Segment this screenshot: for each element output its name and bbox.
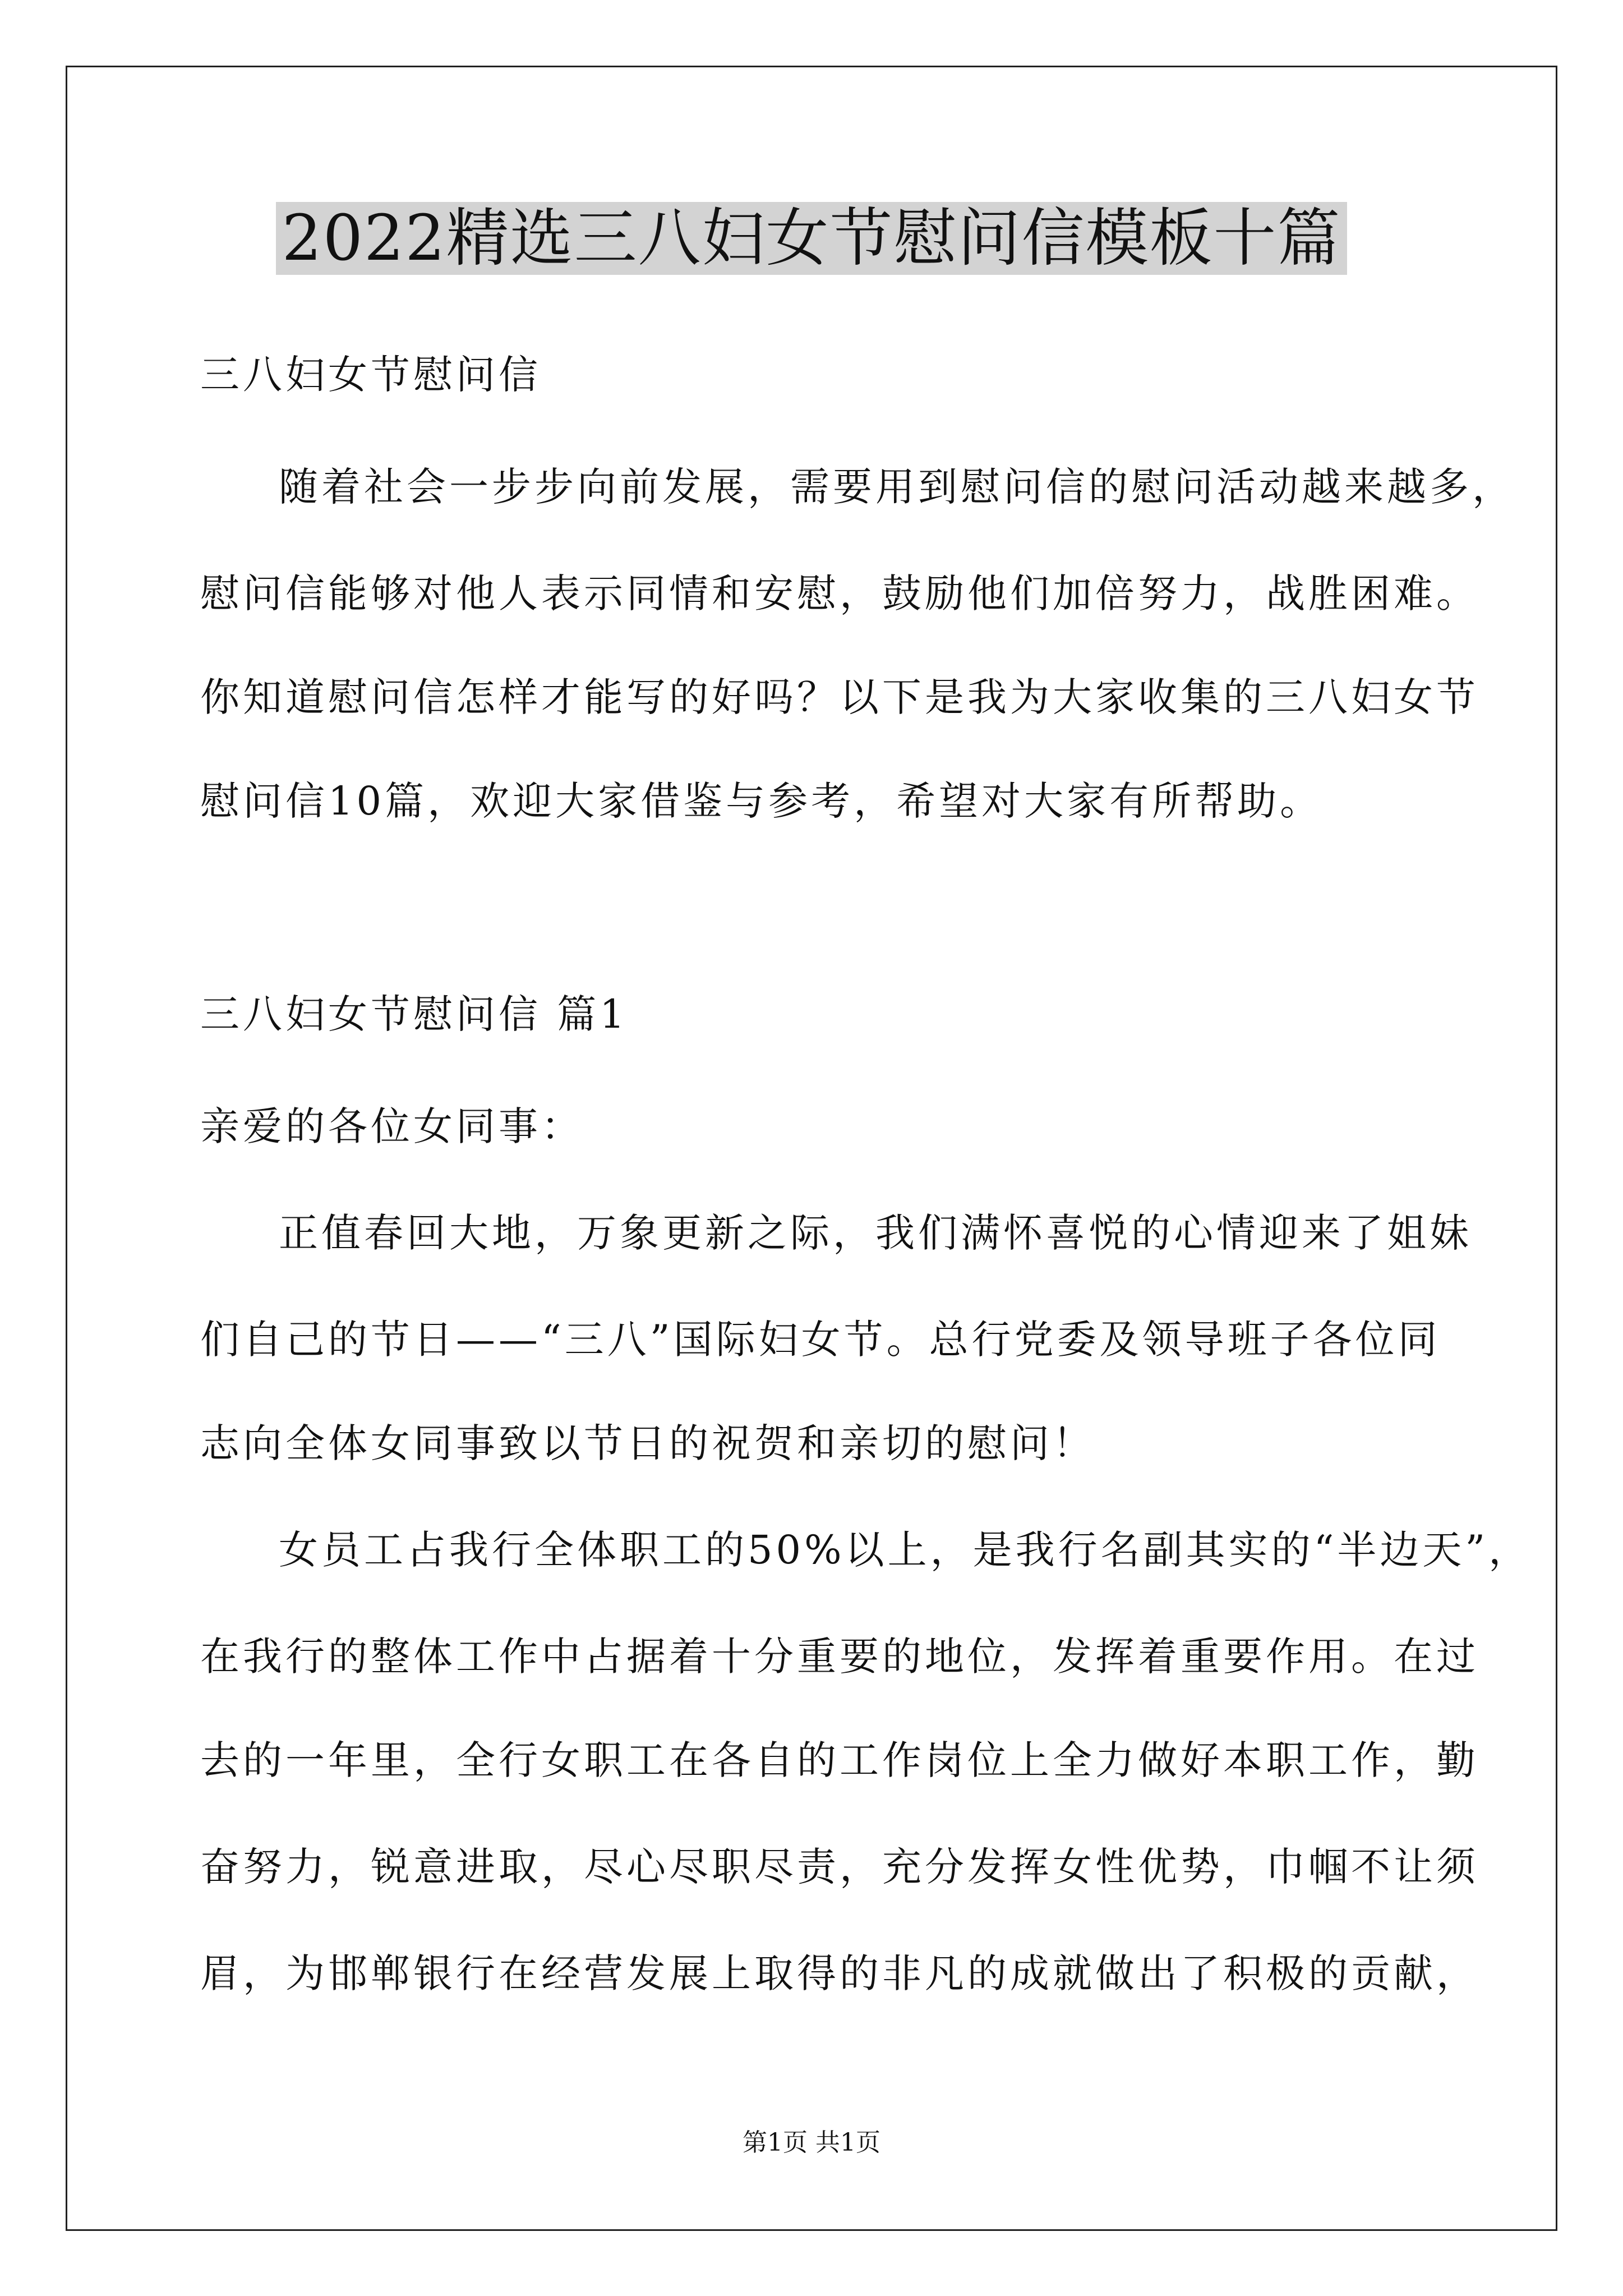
intro-heading: 三八妇女节慰问信 (200, 352, 541, 398)
page-footer: 第1页 共1页 (743, 2128, 880, 2157)
paragraph-line: 们自己的节日——“三八”国际妇女节。总行党委及领导班子各位同 (200, 1317, 1441, 1363)
paragraph-line: 志向全体女同事致以节日的祝贺和亲切的慰问！ (200, 1420, 1095, 1466)
document-title: 2022精选三八妇女节慰问信模板十篇 (0, 199, 1623, 278)
intro-line: 随着社会一步步向前发展，需要用到慰问信的慰问活动越来越多， (279, 464, 1515, 510)
intro-line: 慰问信能够对他人表示同情和安慰，鼓励他们加倍努力，战胜困难。 (200, 570, 1479, 616)
paragraph-line: 在我行的整体工作中占据着十分重要的地位，发挥着重要作用。在过 (200, 1634, 1479, 1680)
paragraph-line: 去的一年里，全行女职工在各自的工作岗位上全力做好本职工作，勤 (200, 1737, 1479, 1783)
paragraph-line: 奋努力，锐意进取，尽心尽职尽责，充分发挥女性优势，巾帼不让须 (200, 1844, 1479, 1890)
paragraph-line: 眉，为邯郸银行在经营发展上取得的非凡的成就做出了积极的贡献， (200, 1950, 1479, 1996)
paragraph-line: 正值春回大地，万象更新之际，我们满怀喜悦的心情迎来了姐妹 (279, 1210, 1472, 1256)
salutation: 亲爱的各位女同事： (200, 1103, 584, 1149)
intro-line: 慰问信10篇，欢迎大家借鉴与参考，希望对大家有所帮助。 (200, 778, 1323, 824)
intro-line: 你知道慰问信怎样才能写的好吗？以下是我为大家收集的三八妇女节 (200, 674, 1479, 720)
paragraph-line: 女员工占我行全体职工的50%以上，是我行名副其实的“半边天”， (279, 1527, 1532, 1573)
section-heading: 三八妇女节慰问信 篇1 (200, 991, 628, 1037)
